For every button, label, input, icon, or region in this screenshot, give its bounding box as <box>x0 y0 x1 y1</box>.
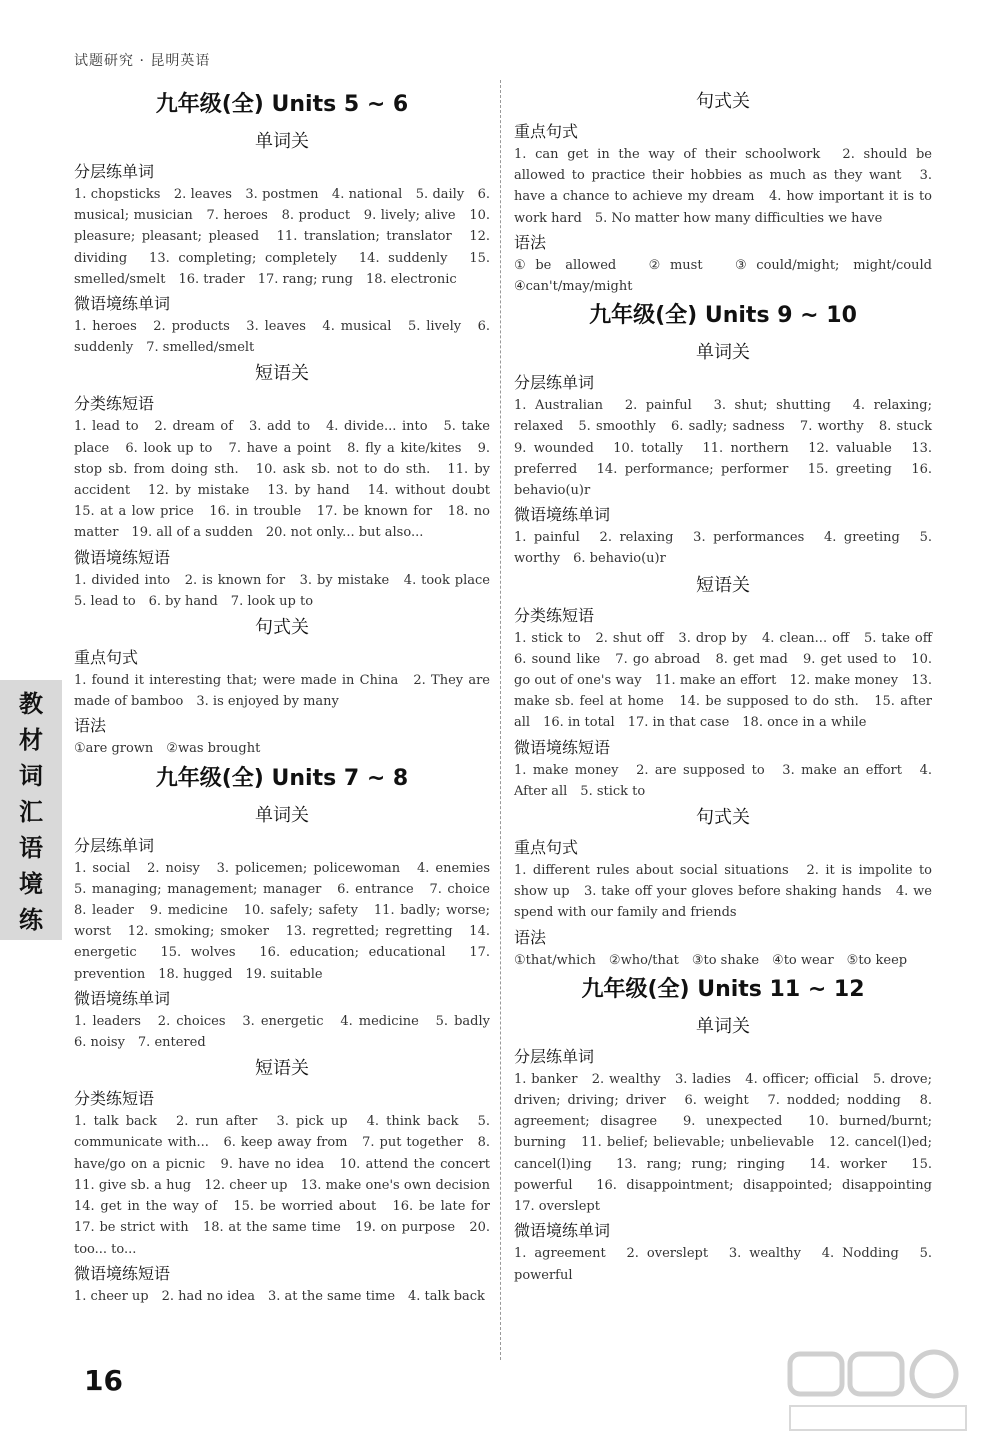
answer-text: 1. banker 2. wealthy 3. ladies 4. officer; official 5. drove; driven; driving; driver 6. weight 7. nodded; nodding 8. agreement; disagree 9. unexpected 10. burned/burnt; burning 11. belief; believable; unbelievable 12. cancel(l)ed; cancel(l)ing 13. rang; rung; ringing 14. worker 15. powerful 16. disappointment; disappointed; disappointing 17. overslept <box>514 1071 946 1215</box>
subsection-title: 微语境练短语 <box>514 737 611 757</box>
section-title: 短语关 <box>255 363 309 385</box>
unit-title: 九年级(全) Units 9 ~ 10 <box>589 303 857 329</box>
unit-title: 九年级(全) Units 11 ~ 12 <box>581 976 865 1002</box>
watermark-logo <box>782 1346 972 1436</box>
subsection-title: 微语境练单词 <box>74 988 171 1008</box>
answer-text: 1. leaders 2. choices 3. energetic 4. medicine 5. badly 6. noisy 7. entered <box>74 1013 504 1051</box>
section-title: 短语关 <box>255 1058 309 1080</box>
subsection-title: 分层练单词 <box>74 835 155 855</box>
running-header: 试题研究 · 昆明英语 <box>74 53 211 69</box>
answer-text: 1. stick to 2. shut off 3. drop by 4. clean... off 5. take off 6. sound like 7. go abroad 8. get mad 9. get used to 10. go out of one's way 11. make an effort 12. make money 13. make sb. feel at home 14. be supposed to do sth. 15. after all 16. in total 17. in that case 18. once in a while <box>514 630 946 731</box>
subsection-title: 微语境练短语 <box>74 1263 171 1283</box>
answer-text: 1. agreement 2. overslept 3. wealthy 4. Nodding 5. powerful <box>514 1246 932 1283</box>
subsection-title: 分层练单词 <box>514 373 595 393</box>
right-column <box>514 86 946 1288</box>
unit-title: 九年级(全) Units 7 ~ 8 <box>155 765 409 791</box>
answer-text: 1. social 2. noisy 3. policemen; policewoman 4. enemies 5. managing; management; manager 6. entrance 7. choice 8. leader 9. medicine 10. safely; safety 11. badly; worse; worst 12. smoking; smoker 13. regretted; regretting 14. energetic 15. wolves 16. education; educational 17. prevention 18. hugged 19. suitable <box>74 860 504 982</box>
subsection-title: 重点句式 <box>514 838 579 858</box>
unit-title: 九年级(全) Units 5 ~ 6 <box>155 92 409 117</box>
subsection-title: 语法 <box>74 716 107 736</box>
subsection-title: 语法 <box>514 927 547 947</box>
answer-text: 1. Australian 2. painful 3. shut; shutting 4. relaxing; relaxed 5. smoothly 6. sadly; sadness 7. worthy 8. stuck 9. wounded 10. totally 11. northern 12. valuable 13. preferred 14. performance; performer 15. greeting 16. behavio(u)r <box>514 398 946 499</box>
answer-text: 1. make money 2. are supposed to 3. make an effort 4. After all 5. stick to <box>514 762 932 799</box>
column-divider <box>500 80 501 1360</box>
subsection-title: 微语境练短语 <box>74 547 171 567</box>
answer-text: 1. different rules about social situations 2. it is impolite to show up 3. take off your gloves before shaking hands 4. we spend with our family and friends <box>514 863 932 921</box>
answer-text: 1. chopsticks 2. leaves 3. postmen 4. national 5. daily 6. musical; musician 7. heroes 8. product 9. lively; alive 10. pleasure; pleasant; pleased 11. translation; translator 12. dividing 13. completing; completely 14. suddenly 15. smelled/smelt 16. trader 17. rang; rung 18. electronic <box>74 187 490 287</box>
answer-text: 1. can get in the way of their schoolwork 2. should be allowed to practice their hobbies as much as they want 3. have a chance to achieve my dream 4. how important it is to work hard 5. No matter how many difficulties we have <box>514 147 932 226</box>
subsection-title: 重点句式 <box>514 122 579 141</box>
section-title: 单词关 <box>255 131 309 152</box>
section-title: 短语关 <box>696 574 750 596</box>
answer-text: 1. cheer up 2. had no idea 3. at the same time 4. talk back <box>74 1288 485 1304</box>
section-title: 单词关 <box>696 342 750 364</box>
answer-text: ①that/which ②who/that ③to shake ④to wear ⑤to keep <box>514 952 908 968</box>
answer-text: 1. talk back 2. run after 3. pick up 4. think back 5. communicate with... 6. keep away from 7. put together 8. have/go on a picnic 9. have no idea 10. attend the concert 11. give sb. a hug 12. cheer up 13. make one's own decision 14. get in the way of 15. be worried about 16. be late for 17. be strict with 18. at the same time 19. on purpose 20. too... to... <box>74 1114 504 1257</box>
sidebar-tab <box>0 680 62 940</box>
answer-text: 1. divided into 2. is known for 3. by mistake 4. took place 5. lead to 6. by hand 7. look up to <box>74 572 504 609</box>
answer-text: ①are grown ②was brought <box>74 741 261 757</box>
subsection-title: 分层练单词 <box>74 162 155 181</box>
subsection-title: 微语境练单词 <box>514 505 611 525</box>
subsection-title: 分类练短语 <box>74 394 155 414</box>
answer-text: 1. heroes 2. products 3. leaves 4. musical 5. lively 6. suddenly 7. smelled/smelt <box>74 319 490 356</box>
section-title: 句式关 <box>255 617 309 639</box>
subsection-title: 微语境练单词 <box>514 1221 611 1241</box>
answer-text: 1. found it interesting that; were made in China 2. They are made of bamboo 3. is enjoyed by many <box>74 673 490 710</box>
answer-text: 1. painful 2. relaxing 3. performances 4. greeting 5. worthy 6. behavio(u)r <box>514 530 932 567</box>
section-title: 单词关 <box>255 804 309 826</box>
section-title: 句式关 <box>696 91 750 112</box>
subsection-title: 分层练单词 <box>514 1046 595 1066</box>
sidebar-label: 教材词汇语境练 <box>19 690 43 934</box>
page-number: 16 <box>84 1364 123 1397</box>
answer-text: ①be allowed ②must ③could/might; might/could ④can't/may/might <box>514 257 946 295</box>
left-column <box>74 86 504 1309</box>
subsection-title: 重点句式 <box>74 648 139 668</box>
section-title: 单词关 <box>696 1015 750 1037</box>
subsection-title: 语法 <box>514 232 547 252</box>
subsection-title: 微语境练单词 <box>74 294 171 314</box>
subsection-title: 分类练短语 <box>514 605 595 625</box>
answer-text: 1. lead to 2. dream of 3. add to 4. divide... into 5. take place 6. look up to 7. have a point 8. fly a kite/kites 9. stop sb. from doing sth. 10. ask sb. not to do sth. 11. by accident 12. by mistake 13. by hand 14. without doubt 15. at a low price 16. in trouble 17. be known for 18. no matter 19. all of a sudden 20. not only... but also... <box>74 419 504 541</box>
section-title: 句式关 <box>696 807 750 829</box>
subsection-title: 分类练短语 <box>74 1089 155 1109</box>
